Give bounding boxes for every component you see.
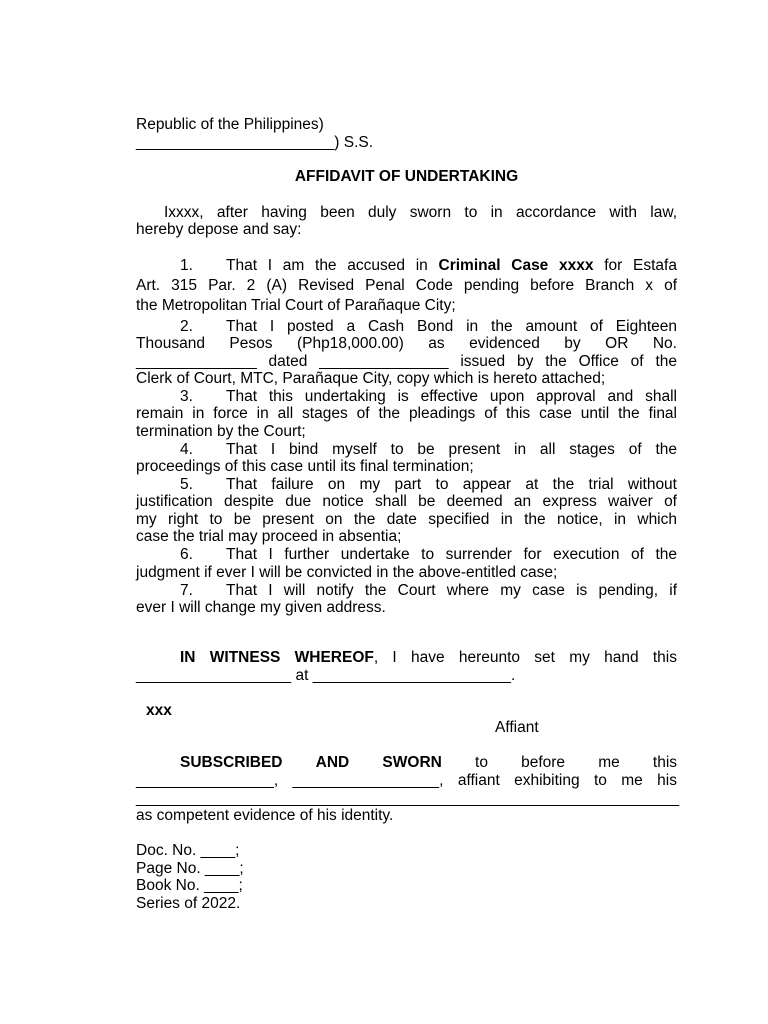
- affiant-name: xxx: [146, 702, 172, 719]
- item-1-line-1: [136, 257, 677, 275]
- item-number: 4.: [180, 441, 193, 458]
- item-2-line-3: ______________ dated _______________ issued by the Office of the: [136, 353, 677, 370]
- item-6-line-2: judgment if ever I will be convicted in the above-entitled case;: [136, 564, 558, 581]
- item-3-line-1: [136, 388, 677, 406]
- witness-heading: IN WITNESS WHEREOF: [180, 649, 374, 666]
- intro-line-1: Ixxxx, after having been duly sworn to in accordance with law,: [164, 204, 677, 221]
- item-2-line-1: [136, 318, 677, 336]
- item-text: That I bind myself to be present in all stages of the: [226, 441, 677, 458]
- jurat-line-4: as competent evidence of his identity.: [136, 807, 394, 824]
- criminal-case-label: Criminal Case xxxx: [438, 257, 594, 274]
- item-text: That this undertaking is effective upon approval and shall: [226, 388, 677, 405]
- item-text: That failure on my part to appear at the trial without: [226, 476, 677, 493]
- doc-number: Doc. No. ____;: [136, 842, 240, 859]
- venue-line-1: Republic of the Philippines): [136, 116, 324, 133]
- item-1-line-3: the Metropolitan Trial Court of Parañaque City;: [136, 297, 456, 314]
- witness-line-1: [136, 649, 677, 667]
- and-label: AND: [315, 754, 350, 771]
- item-number: 2.: [180, 318, 193, 335]
- item-7-line-1: [136, 582, 677, 600]
- item-text: That I further undertake to surrender for execution of the: [226, 546, 677, 563]
- affiant-label: Affiant: [495, 719, 539, 736]
- subscribed-label: SUBSCRIBED: [180, 754, 283, 771]
- jurat-text: to before me this: [475, 754, 678, 771]
- item-5-line-3: my right to be present on the date specified in the notice, in which: [136, 511, 677, 528]
- intro-line-2: hereby depose and say:: [136, 221, 302, 238]
- venue-line-2: _______________________) S.S.: [136, 134, 374, 151]
- item-text: That I am the accused in: [226, 257, 439, 274]
- sworn-label: SWORN: [382, 754, 442, 771]
- item-text: for Estafa: [593, 257, 677, 274]
- page-number: Page No. ____;: [136, 860, 244, 877]
- affidavit-page: [136, 0, 680, 1024]
- item-2-line-4: Clerk of Court, MTC, Parañaque City, copy which is hereto attached;: [136, 370, 606, 387]
- item-6-line-1: [136, 546, 677, 564]
- item-number: 5.: [180, 476, 193, 493]
- item-number: 6.: [180, 546, 193, 563]
- item-5-line-2: justification despite due notice shall be deemed an express waiver of: [136, 493, 677, 510]
- item-4-line-1: [136, 441, 677, 459]
- jurat-line-2: ________________, _________________, affiant exhibiting to me his: [136, 772, 677, 789]
- item-5-line-4: case the trial may proceed in absentia;: [136, 528, 402, 545]
- item-4-line-2: proceedings of this case until its final termination;: [136, 458, 474, 475]
- series-year: Series of 2022.: [136, 895, 241, 912]
- document-title: AFFIDAVIT OF UNDERTAKING: [294, 168, 519, 185]
- item-number: 7.: [180, 582, 193, 599]
- item-2-line-2: Thousand Pesos (Php18,000.00) as evidenced by OR No.: [136, 335, 677, 352]
- witness-text: , I have hereunto set my hand this: [373, 649, 677, 666]
- witness-line-2: __________________ at _______________________.: [136, 667, 516, 684]
- book-number: Book No. ____;: [136, 877, 243, 894]
- item-7-line-2: ever I will change my given address.: [136, 599, 386, 616]
- item-text: That I will notify the Court where my case is pending, if: [226, 582, 677, 599]
- item-1-line-2: Art. 315 Par. 2 (A) Revised Penal Code pending before Branch x of: [136, 277, 677, 294]
- item-3-line-2: remain in force in all stages of the pleadings of this case until the final: [136, 405, 677, 422]
- item-text: That I posted a Cash Bond in the amount of Eighteen: [226, 318, 677, 335]
- item-5-line-1: [136, 476, 677, 494]
- jurat-line-1: [136, 754, 677, 772]
- item-3-line-3: termination by the Court;: [136, 423, 306, 440]
- item-number: 1.: [180, 257, 193, 274]
- item-number: 3.: [180, 388, 193, 405]
- jurat-line-3: _______________________________________________________________: [136, 790, 680, 807]
